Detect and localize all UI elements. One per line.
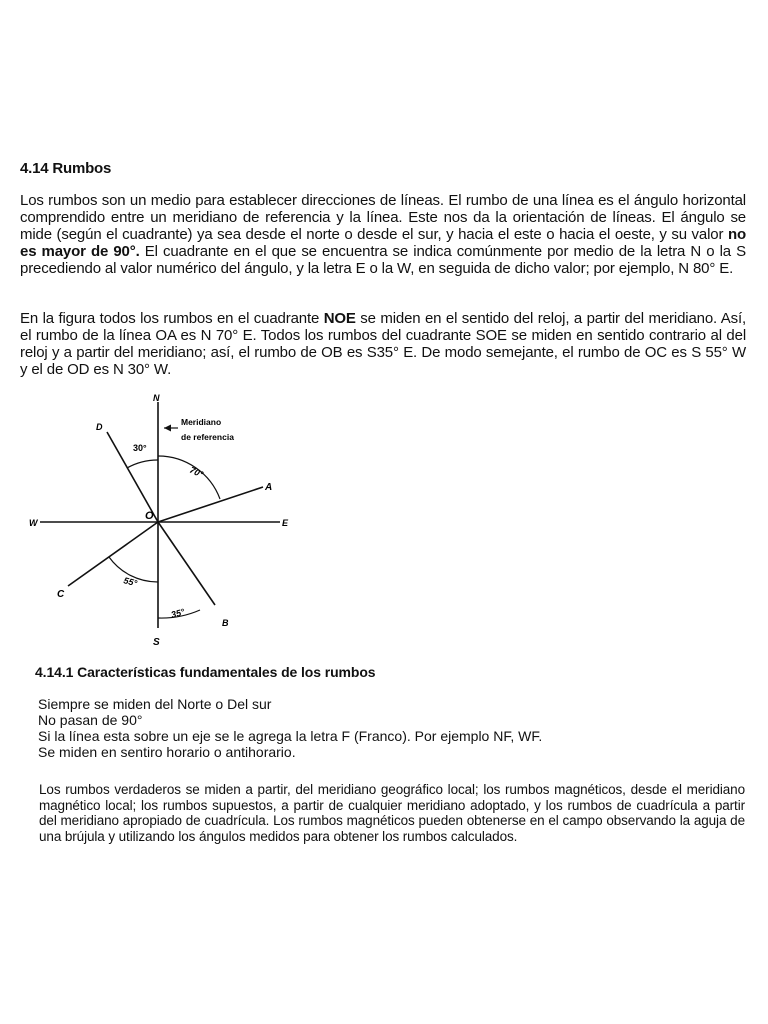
meridian-caption: Meridiano	[181, 417, 222, 427]
label-origin: O	[145, 510, 154, 522]
subsection-title: 4.14.1 Características fundamentales de los rumbos	[35, 664, 376, 680]
paragraph-text: Los rumbos son un medio para establecer direcciones de líneas. El rumbo de una línea es el ángulo horizontal comprendido entre un meridiano de referencia y la línea. Este nos da la orientación de líneas. El ángulo se mide (según el cuadrante) ya sea desde el norte o desde el sur, y hacia el este o hacia el oeste, y su valor	[20, 192, 746, 243]
list-item: No pasan de 90°	[38, 712, 143, 728]
paragraph-emphasis: no es mayor de 90°.	[20, 226, 746, 260]
characteristics-list	[38, 696, 542, 760]
paragraph-bearing-types: Los rumbos verdaderos se miden a partir, del meridiano geográfico local; los rumbos magnéticos, desde el meridiano magnético local; los rumbos supuestos, a partir de cualquier meridiano adoptado, y los rumbos de cuadrícula a partir del meridiano apropiado de cuadrícula. Los rumbos magnéticos pueden obtenerse en el campo observando la aguja de una brújula y utilizando los ángulos medidos para obtener los rumbos calculados.	[39, 782, 745, 844]
label-d: D	[96, 422, 103, 432]
paragraph-figure-explanation	[20, 310, 746, 378]
label-north: N	[153, 393, 160, 403]
label-west: W	[29, 518, 38, 528]
line-oa	[158, 487, 263, 522]
angle-label-ob: 35°	[169, 606, 186, 620]
angle-label-oc: 55°	[122, 575, 139, 589]
paragraph-emphasis: NOE	[323, 310, 356, 327]
paragraph-text: En la figura todos los rumbos en el cuadrante	[20, 310, 324, 327]
angle-arc-oa	[158, 456, 220, 499]
list-item: Siempre se miden del Norte o Del sur	[38, 696, 272, 712]
angle-label-od: 30°	[133, 443, 147, 453]
label-south: S	[153, 637, 160, 648]
line-oc	[68, 522, 158, 589]
label-east: E	[282, 518, 289, 528]
label-a: A	[265, 482, 273, 493]
meridian-caption: de referencia	[181, 432, 234, 442]
section-title: 4.14 Rumbos	[20, 160, 112, 177]
list-item: Si la línea esta sobre un eje se le agrega la letra F (Franco). Por ejemplo NF, WF.	[38, 728, 543, 744]
angle-label-oa: 70°	[188, 464, 205, 480]
bearings-diagram	[25, 390, 315, 650]
line-ob	[158, 522, 215, 605]
label-c: C	[57, 589, 65, 600]
angle-arc-od	[127, 460, 158, 468]
paragraph-text: se miden en el sentido del reloj, a partir del meridiano. Así, el rumbo de la línea OA es N 70° E. Todos los rumbos del cuadrante SOE se miden en sentido contrario al del reloj y a partir del meridiano; así, el rumbo de OB es S35° E. De modo semejante, el rumbo de OC es S 55° W y el de OD es N 30° W.	[20, 310, 746, 378]
list-item: Se miden en sentiro horario o antihorario.	[38, 744, 296, 760]
label-b: B	[222, 618, 229, 628]
paragraph-definition	[20, 192, 746, 277]
paragraph-text: El cuadrante en el que se encuentra se indica comúnmente por medio de la letra N o la S precediendo al valor numérico del ángulo, y la letra E o la W, en seguida de dicho valor; por ejemplo, N 80° E.	[20, 243, 747, 277]
